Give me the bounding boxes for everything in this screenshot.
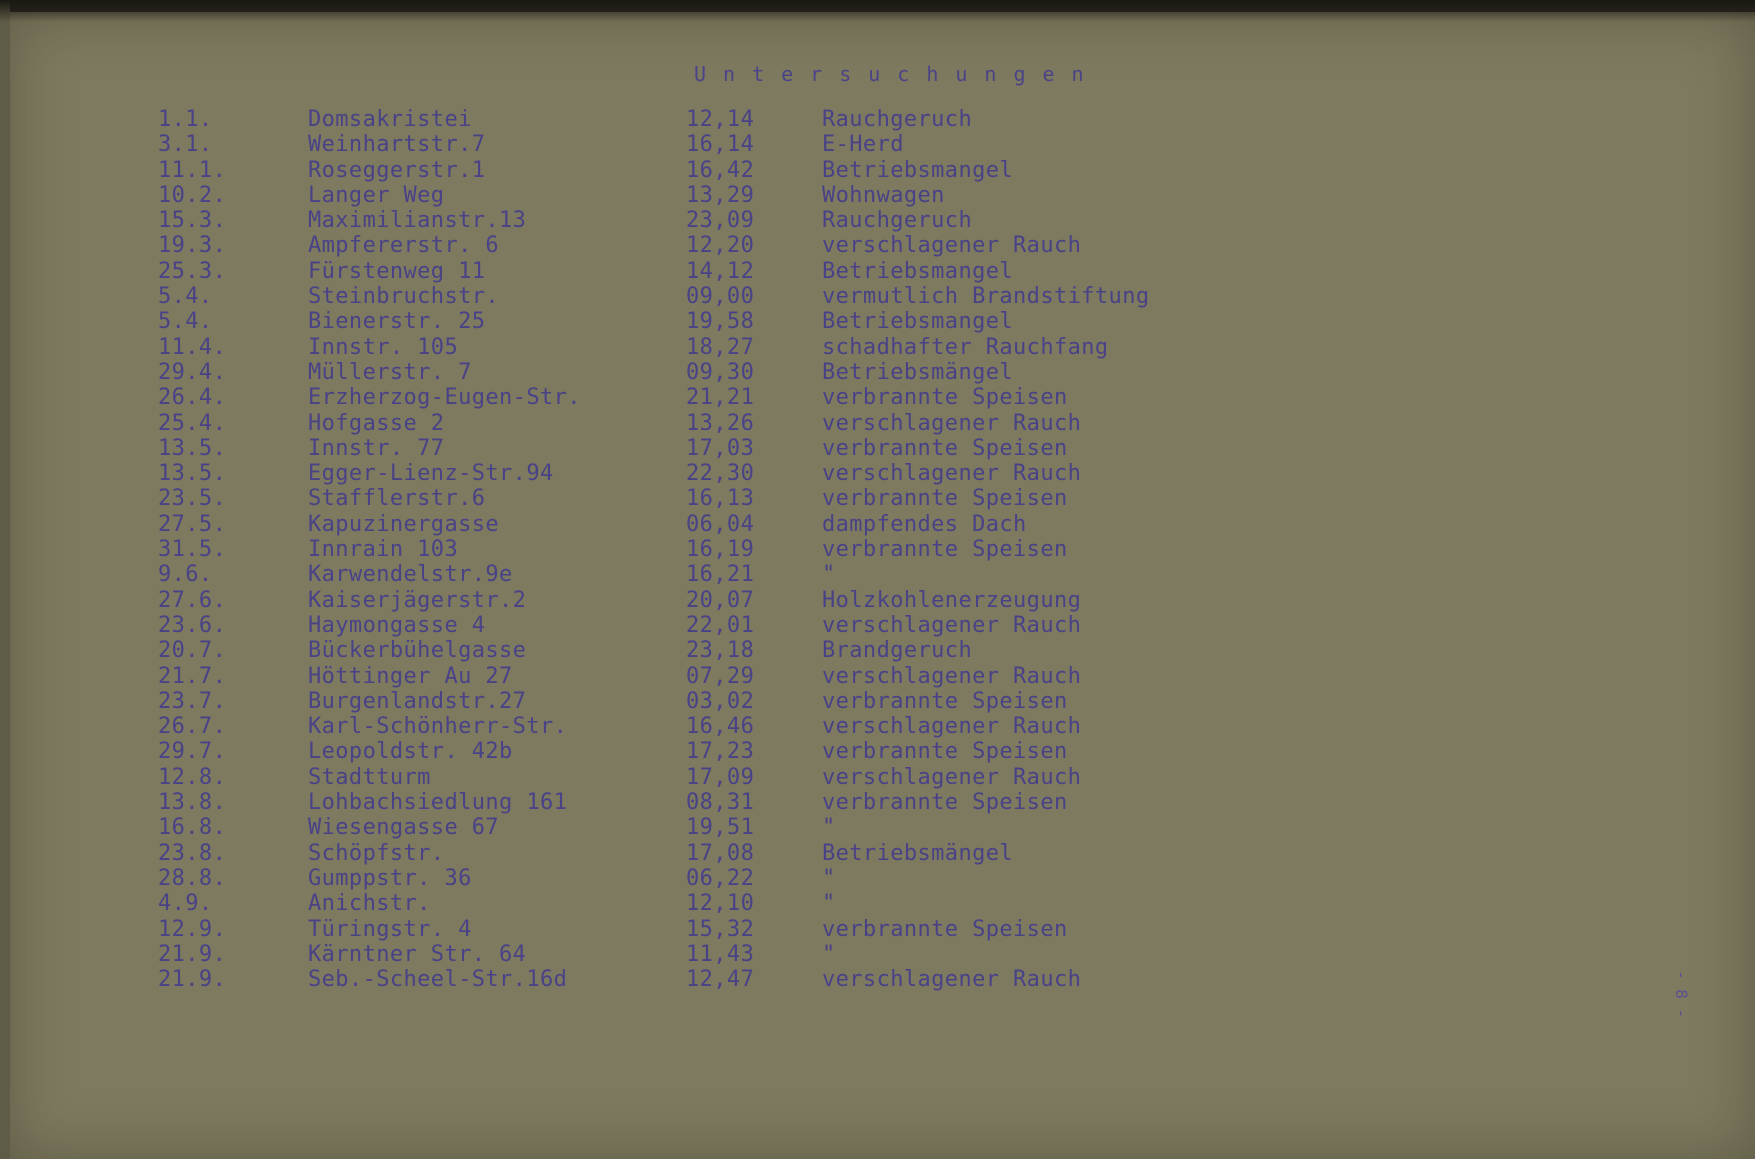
list-item (8, 664, 1755, 689)
entry-time: 23,18 (686, 638, 755, 664)
entry-time: 17,09 (686, 764, 755, 790)
list-item (8, 588, 1755, 613)
entry-reason: Rauchgeruch (822, 208, 973, 234)
entry-date: 9.6. (158, 562, 213, 588)
entry-address: Egger-Lienz-Str.94 (308, 461, 554, 487)
entry-address: Langer Weg (308, 182, 445, 208)
entry-reason: verbrannte Speisen (822, 916, 1068, 942)
entry-reason: verbrannte Speisen (822, 790, 1068, 816)
entry-time: 12,14 (686, 107, 755, 132)
entry-reason: " (822, 941, 836, 967)
entry-date: 23.7. (158, 688, 227, 714)
entry-date: 1.1. (158, 107, 213, 132)
entry-time: 16,13 (686, 486, 755, 512)
entry-date: 23.6. (158, 612, 227, 638)
entry-date: 29.7. (158, 739, 227, 765)
entry-date: 23.8. (158, 840, 227, 866)
entry-reason: Holzkohlenerzeugung (822, 587, 1082, 613)
entry-reason: verschlagener Rauch (822, 410, 1082, 436)
list-item (8, 638, 1755, 663)
entry-address: Karwendelstr.9e (308, 562, 513, 588)
list-item (8, 967, 1755, 992)
page-number: - 8 - (1672, 970, 1691, 1019)
entry-reason: verschlagener Rauch (822, 233, 1082, 259)
entry-time: 16,21 (686, 562, 755, 588)
list-item (8, 309, 1755, 334)
entry-time: 20,07 (686, 587, 755, 613)
entry-time: 18,27 (686, 334, 755, 360)
list-item (8, 689, 1755, 714)
list-item (8, 411, 1755, 436)
entry-address: Stadtturm (308, 764, 431, 790)
scan-left-edge (0, 0, 10, 1159)
entry-reason: vermutlich Brandstiftung (822, 284, 1150, 310)
entry-address: Weinhartstr.7 (308, 132, 486, 158)
list-item (8, 461, 1755, 486)
entry-reason: verschlagener Rauch (822, 663, 1082, 689)
entry-address: Kaiserjägerstr.2 (308, 587, 527, 613)
list-item (8, 284, 1755, 309)
list-item (8, 866, 1755, 891)
list-item (8, 790, 1755, 815)
entry-reason: verschlagener Rauch (822, 612, 1082, 638)
entry-reason: Betriebsmängel (822, 359, 1014, 385)
entry-address: Leopoldstr. 42b (308, 739, 513, 765)
entry-reason: verbrannte Speisen (822, 739, 1068, 765)
entry-date: 13.5. (158, 461, 227, 487)
entry-time: 12,10 (686, 891, 755, 917)
entry-time: 12,47 (686, 967, 755, 993)
entry-reason: " (822, 891, 836, 917)
entry-date: 12.9. (158, 916, 227, 942)
list-item (8, 942, 1755, 967)
entry-date: 20.7. (158, 638, 227, 664)
scan-top-shadow (0, 0, 1755, 22)
list-item (8, 436, 1755, 461)
list-item (8, 765, 1755, 790)
entry-address: Erzherzog-Eugen-Str. (308, 385, 581, 411)
entry-reason: schadhafter Rauchfang (822, 334, 1109, 360)
entry-address: Stafflerstr.6 (308, 486, 486, 512)
entry-address: Haymongasse 4 (308, 612, 486, 638)
entry-date: 21.9. (158, 967, 227, 993)
list-item (8, 233, 1755, 258)
list-item (8, 208, 1755, 233)
entry-address: Seb.-Scheel-Str.16d (308, 967, 568, 993)
entry-time: 19,51 (686, 815, 755, 841)
list-item (8, 183, 1755, 208)
document-page (8, 12, 1755, 1159)
entry-time: 22,30 (686, 461, 755, 487)
entry-reason: dampfendes Dach (822, 511, 1027, 537)
entry-date: 26.4. (158, 385, 227, 411)
entry-reason: verbrannte Speisen (822, 385, 1068, 411)
entry-time: 17,03 (686, 435, 755, 461)
entry-address: Hofgasse 2 (308, 410, 445, 436)
list-item (8, 512, 1755, 537)
entry-address: Steinbruchstr. (308, 284, 500, 310)
entry-date: 27.6. (158, 587, 227, 613)
entry-address: Ampfererstr. 6 (308, 233, 500, 259)
entry-reason: E-Herd (822, 132, 904, 158)
entry-address: Türingstr. 4 (308, 916, 472, 942)
entry-address: Maximilianstr.13 (308, 208, 527, 234)
list-item (8, 841, 1755, 866)
entry-reason: verbrannte Speisen (822, 435, 1068, 461)
entry-date: 16.8. (158, 815, 227, 841)
entry-date: 4.9. (158, 891, 213, 917)
list-item (8, 335, 1755, 360)
entry-time: 17,08 (686, 840, 755, 866)
entry-address: Kärntner Str. 64 (308, 941, 527, 967)
entry-time: 16,46 (686, 714, 755, 740)
entry-date: 19.3. (158, 233, 227, 259)
entry-reason: Betriebsmangel (822, 309, 1014, 335)
entry-date: 21.9. (158, 941, 227, 967)
entry-reason: Betriebsmangel (822, 157, 1014, 183)
entry-date: 28.8. (158, 865, 227, 891)
entry-time: 14,12 (686, 258, 755, 284)
entry-reason: verschlagener Rauch (822, 714, 1082, 740)
entry-date: 5.4. (158, 309, 213, 335)
entry-time: 19,58 (686, 309, 755, 335)
entry-address: Lohbachsiedlung 161 (308, 790, 568, 816)
entry-time: 11,43 (686, 941, 755, 967)
entry-date: 13.8. (158, 790, 227, 816)
entry-time: 09,30 (686, 359, 755, 385)
investigation-list (8, 107, 1755, 992)
entry-time: 16,14 (686, 132, 755, 158)
entry-time: 07,29 (686, 663, 755, 689)
entry-address: Müllerstr. 7 (308, 359, 472, 385)
entry-time: 17,23 (686, 739, 755, 765)
list-item (8, 891, 1755, 916)
entry-time: 21,21 (686, 385, 755, 411)
list-item (8, 132, 1755, 157)
entry-address: Domsakristei (308, 107, 472, 132)
entry-address: Bückerbühelgasse (308, 638, 527, 664)
list-item (8, 486, 1755, 511)
entry-time: 15,32 (686, 916, 755, 942)
entry-time: 09,00 (686, 284, 755, 310)
entry-address: Fürstenweg 11 (308, 258, 486, 284)
entry-time: 06,22 (686, 865, 755, 891)
entry-address: Höttinger Au 27 (308, 663, 513, 689)
entry-reason: verbrannte Speisen (822, 537, 1068, 563)
entry-address: Anichstr. (308, 891, 431, 917)
entry-address: Burgenlandstr.27 (308, 688, 527, 714)
entry-reason: " (822, 562, 836, 588)
entry-reason: " (822, 865, 836, 891)
list-item (8, 385, 1755, 410)
entry-date: 5.4. (158, 284, 213, 310)
entry-time: 03,02 (686, 688, 755, 714)
entry-address: Schöpfstr. (308, 840, 445, 866)
entry-date: 10.2. (158, 182, 227, 208)
entry-date: 11.4. (158, 334, 227, 360)
entry-reason: Betriebsmangel (822, 258, 1014, 284)
entry-date: 13.5. (158, 435, 227, 461)
list-item (8, 613, 1755, 638)
entry-time: 13,29 (686, 182, 755, 208)
entry-address: Kapuzinergasse (308, 511, 500, 537)
entry-reason: verbrannte Speisen (822, 688, 1068, 714)
list-item (8, 107, 1755, 132)
entry-date: 12.8. (158, 764, 227, 790)
entry-address: Gumppstr. 36 (308, 865, 472, 891)
entry-reason: verbrannte Speisen (822, 486, 1068, 512)
entry-reason: Betriebsmängel (822, 840, 1014, 866)
entry-date: 29.4. (158, 359, 227, 385)
entry-date: 3.1. (158, 132, 213, 158)
entry-time: 16,19 (686, 537, 755, 563)
entry-time: 13,26 (686, 410, 755, 436)
entry-reason: " (822, 815, 836, 841)
list-item (8, 815, 1755, 840)
entry-date: 27.5. (158, 511, 227, 537)
list-item (8, 562, 1755, 587)
entry-time: 16,42 (686, 157, 755, 183)
list-item (8, 917, 1755, 942)
list-item (8, 537, 1755, 562)
document-title: Untersuchungen (694, 62, 1101, 86)
entry-reason: Wohnwagen (822, 182, 945, 208)
entry-reason: Brandgeruch (822, 638, 973, 664)
entry-time: 23,09 (686, 208, 755, 234)
entry-time: 08,31 (686, 790, 755, 816)
entry-date: 25.3. (158, 258, 227, 284)
entry-address: Bienerstr. 25 (308, 309, 486, 335)
entry-date: 11.1. (158, 157, 227, 183)
entry-address: Innrain 103 (308, 537, 459, 563)
entry-reason: verschlagener Rauch (822, 461, 1082, 487)
list-item (8, 739, 1755, 764)
list-item (8, 259, 1755, 284)
list-item (8, 714, 1755, 739)
entry-date: 21.7. (158, 663, 227, 689)
entry-address: Roseggerstr.1 (308, 157, 486, 183)
entry-date: 23.5. (158, 486, 227, 512)
entry-time: 22,01 (686, 612, 755, 638)
entry-time: 12,20 (686, 233, 755, 259)
list-item (8, 158, 1755, 183)
entry-address: Karl-Schönherr-Str. (308, 714, 568, 740)
entry-date: 15.3. (158, 208, 227, 234)
entry-reason: Rauchgeruch (822, 107, 973, 132)
entry-time: 06,04 (686, 511, 755, 537)
entry-address: Innstr. 77 (308, 435, 445, 461)
entry-date: 25.4. (158, 410, 227, 436)
entry-reason: verschlagener Rauch (822, 764, 1082, 790)
entry-reason: verschlagener Rauch (822, 967, 1082, 993)
list-item (8, 360, 1755, 385)
entry-address: Wiesengasse 67 (308, 815, 500, 841)
entry-address: Innstr. 105 (308, 334, 459, 360)
entry-date: 26.7. (158, 714, 227, 740)
entry-date: 31.5. (158, 537, 227, 563)
